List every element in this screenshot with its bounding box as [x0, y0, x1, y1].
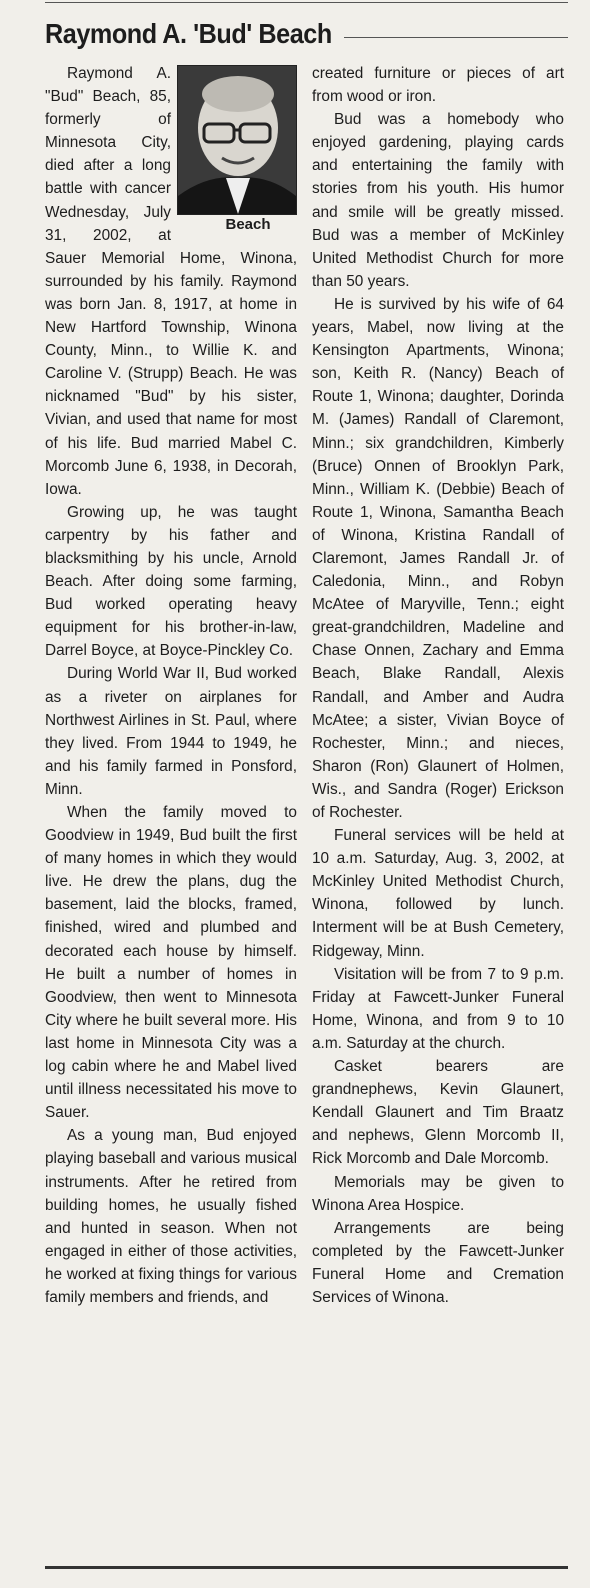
lead-paragraph — [45, 62, 297, 501]
paragraph: Bud was a homebody who enjoyed gardening, playing cards and entertaining the family with stories from his youth. His humor and smile will be greatly missed. Bud was a member of McKinley United Methodist Church for more than 50 years. — [312, 111, 564, 290]
arrangements-paragraph: Arrangements are being completed by the Fawcett-Junker Funeral Home and Cremation Services of Winona. — [312, 1219, 564, 1306]
left-column — [45, 62, 297, 1309]
continued-paragraph: created furniture or pieces of art from wood or iron. — [312, 65, 564, 106]
paragraph: During World War II, Bud worked as a riveter on airplanes for Northwest Airlines in St. Paul, where they lived. From 1944 to 1949, he and his family farmed in Ponsford, Minn. — [45, 665, 297, 798]
paragraph: As a young man, Bud enjoyed playing baseball and various musical instruments. After he retired from building homes, he usually fished and hunted in season. When not engaged in either of those activities, he worked at fixing things for various family members and friends, and — [45, 1127, 297, 1306]
visitation-paragraph: Visitation will be from 7 to 9 p.m. Friday at Fawcett-Junker Funeral Home, Winona, and from 9 to 10 a.m. Saturday at the church. — [312, 965, 564, 1052]
paragraph: When the family moved to Goodview in 1949, Bud built the first of many homes in which they would live. He drew the plans, dug the basement, laid the blocks, framed, finished, wired and plumbed and decorated each house by himself. He built a number of homes in Goodview, then went to Minnesota City where he built several more. His last home in Minnesota City was a log cabin where he and Mabel lived until illness necessitated his move to Sauer. — [45, 804, 297, 1122]
portrait-icon — [178, 66, 296, 214]
survivors-paragraph: He is survived by his wife of 64 years, Mabel, now living at the Kensington Apartments, Winona; son, Keith R. (Nancy) Beach of Route 1, Winona; daughter, Dorinda M. (James) Randall of Claremont, Minn.; six grandchildren, Kimberly (Bruce) Onnen of Brooklyn Park, Minn., William K. (Debbie) Beach of Route 1, Winona, Samantha Beach of Winona, Kristina Randall of Claremont, James Randall Jr. of Caledonia, Minn., and Robyn McAtee of Maryville, Tenn.; eight great-grandchildren, Madeline and Chase Onnen, Zachary and Emma Beach, Blake Randall, Alexis Randall, and Amber and Audra McAtee; a sister, Vivian Boyce of Rochester, Minn.; and nieces, Sharon (Ron) Glaunert of Holmen, Wis., and Sandra (Roger) Erickson of Rochester. — [312, 295, 564, 821]
paragraph: Growing up, he was taught carpentry by his father and blacksmithing by his uncle, Arnold Beach. After doing some farming, Bud worked operating heavy equipment for his brother-in-law, Darrel Boyce, at Boyce-Pinckley Co. — [45, 503, 297, 660]
bottom-rule — [45, 1566, 568, 1569]
photo-block — [177, 65, 297, 235]
headline-rule — [344, 37, 568, 38]
headline-row — [45, 14, 568, 54]
top-rule — [45, 2, 568, 3]
right-column — [312, 62, 564, 1309]
obituary-headline: Raymond A. 'Bud' Beach — [45, 18, 332, 49]
memorials-paragraph: Memorials may be given to Winona Area Hospice. — [312, 1173, 564, 1214]
casket-bearers-paragraph: Casket bearers are grandnephews, Kevin Glaunert, Kendall Glaunert and Tim Braatz and nephews, Glenn Morcomb II, Rick Morcomb and Dale Morcomb. — [312, 1058, 564, 1168]
funeral-paragraph: Funeral services will be held at 10 a.m. Saturday, Aug. 3, 2002, at McKinley United Methodist Church, Winona, followed by lunch. Interment will be at Bush Cemetery, Ridgeway, Minn. — [312, 827, 564, 960]
lead-text: Raymond A. "Bud" Beach, 85, formerly of Minnesota City, died after a long battle with cancer Wednesday, July 31, 2002, at Sauer Memorial Home, Winona, surrounded by his family. Raymond was born Jan. 8, 1917, at home in New Hartford Township, Winona County, Minn., to Willie K. and Caroline V. (Strupp) Beach. He was nicknamed "Bud" by his sister, Vivian, and used that name for most of his life. Bud married Mabel C. Morcomb June 6, 1938, in Decorah, Iowa. — [45, 65, 297, 498]
photo-caption: Beach — [225, 216, 271, 233]
portrait-photo — [177, 65, 297, 215]
